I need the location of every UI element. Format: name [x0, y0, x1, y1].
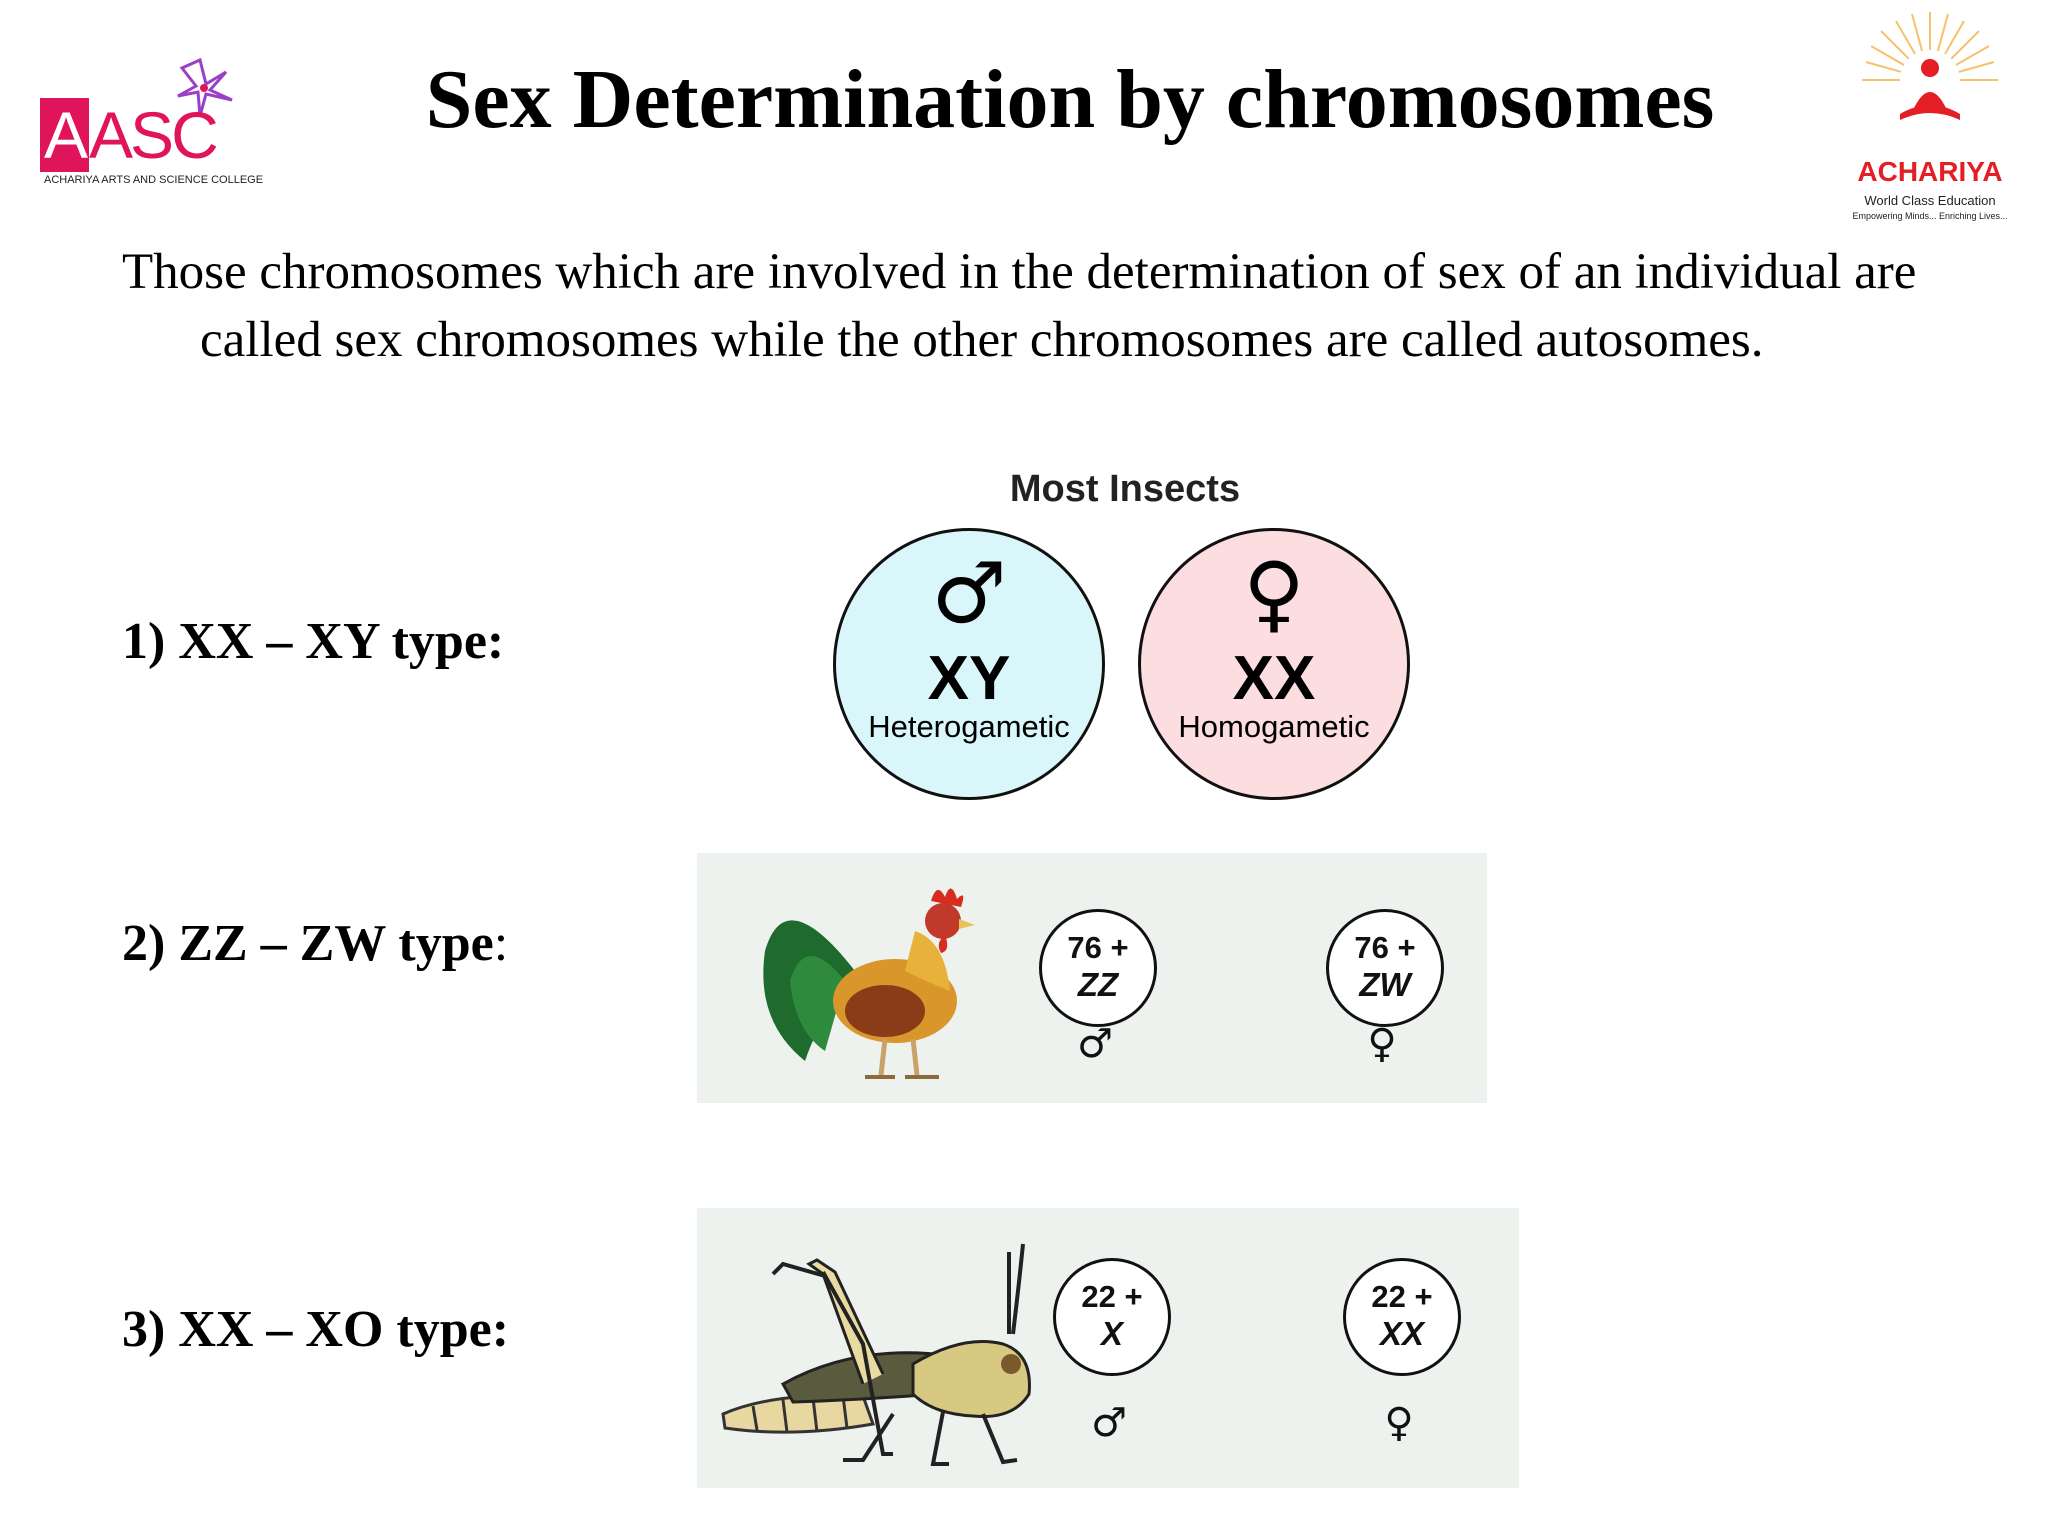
achariya-name: ACHARIYA — [1857, 156, 2003, 187]
male-sex-chromosomes: X — [1100, 1315, 1123, 1352]
type-2-label-suffix: : — [493, 915, 509, 972]
female-symbol-icon: ♀ — [1367, 1021, 1397, 1067]
male-circle — [833, 528, 1105, 800]
male-autosomes: 22 + — [1081, 1279, 1143, 1314]
male-chromosome-circle — [1039, 909, 1157, 1027]
female-autosomes: 22 + — [1371, 1279, 1433, 1314]
page-title: Sex Determination by chromosomes — [425, 53, 1715, 146]
aasc-brand: AASC — [40, 102, 216, 168]
male-chromosomes: XY — [927, 644, 1011, 713]
type-1-label: 1) XX – XY type: — [122, 613, 505, 670]
female-chromosome-circle — [1326, 909, 1444, 1027]
male-chromosome-circle — [1053, 1258, 1171, 1376]
intro-paragraph: Those chromosomes which are involved in the determination of sex of an individual are called sex chromosomes while the other chromosomes are called autosomes. — [122, 244, 1917, 368]
type-2-label — [122, 914, 508, 973]
female-description: Homogametic — [1178, 709, 1370, 744]
grasshopper-image — [713, 1224, 1053, 1474]
female-chromosome-circle — [1343, 1258, 1461, 1376]
zz-zw-panel — [697, 853, 1487, 1103]
male-description: Heterogametic — [868, 709, 1070, 744]
type-2-label-text: 2) ZZ – ZW type — [122, 915, 494, 972]
female-symbol-icon: ♀ — [1384, 1400, 1414, 1446]
xx-xo-panel — [697, 1208, 1519, 1488]
male-symbol-icon: ♂ — [1077, 1021, 1113, 1067]
male-symbol-icon: ♂ — [1091, 1400, 1127, 1446]
type-3-label: 3) XX – XO type: — [122, 1301, 510, 1358]
male-autosomes: 76 + — [1067, 930, 1129, 965]
female-circle — [1138, 528, 1410, 800]
female-symbol-icon: ♀ — [1243, 544, 1305, 642]
female-chromosomes: XX — [1232, 644, 1316, 713]
male-symbol-icon: ♂ — [931, 544, 1007, 642]
female-sex-chromosomes: ZW — [1359, 966, 1411, 1003]
aasc-tagline: ACHARIYA ARTS AND SCIENCE COLLEGE — [44, 174, 264, 186]
male-sex-chromosomes: ZZ — [1077, 966, 1119, 1003]
rooster-image — [745, 861, 1005, 1093]
achariya-subtagline: Empowering Minds... Enriching Lives... — [1852, 211, 2008, 221]
achariya-tagline: World Class Education — [1864, 193, 1996, 208]
aasc-logo — [40, 50, 264, 190]
female-autosomes: 76 + — [1354, 930, 1416, 965]
female-sex-chromosomes: XX — [1379, 1315, 1425, 1352]
figure1-title: Most Insects — [1009, 468, 1241, 510]
